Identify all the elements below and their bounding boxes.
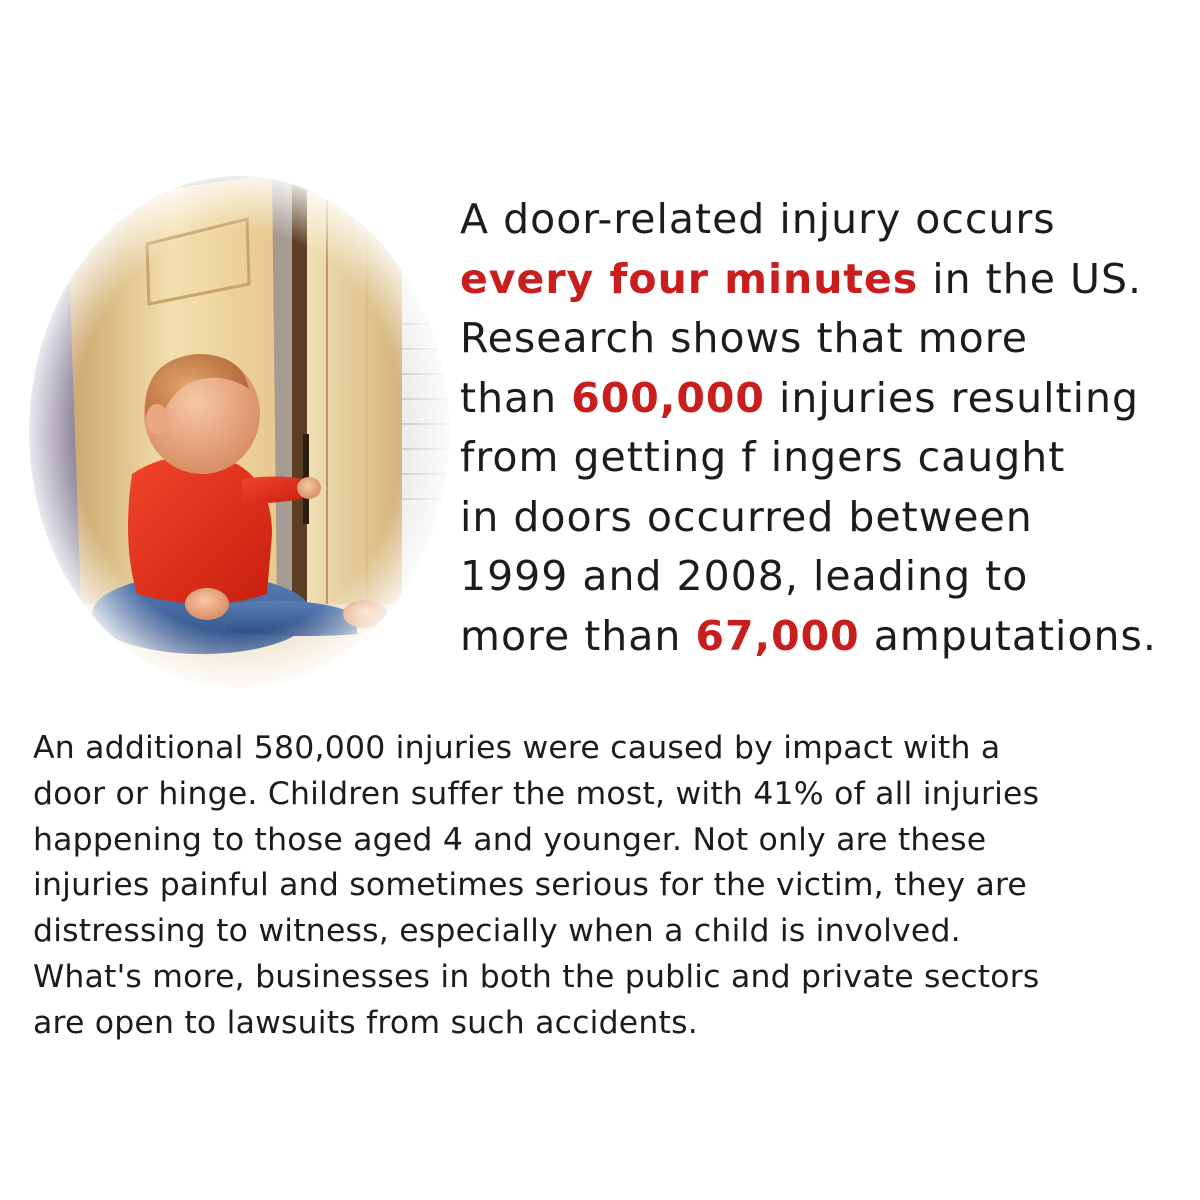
headline-line — [460, 547, 1200, 607]
body-line: happening to those aged 4 and younger. Not only are these — [33, 821, 987, 858]
headline-segment: in the US. — [918, 254, 1143, 303]
headline-segment: Research shows that more — [460, 314, 1028, 362]
headline-text — [460, 190, 1200, 666]
headline-segment: injuries resulting — [764, 373, 1140, 422]
headline-line — [460, 190, 1200, 250]
headline-segment: in doors occurred between — [460, 492, 1033, 541]
headline-line — [460, 250, 1200, 310]
headline-line — [460, 369, 1200, 429]
headline-segment: more than — [460, 611, 696, 660]
headline-segment: amputations. — [859, 611, 1157, 660]
body-line: What's more, businesses in both the public and private sectors — [33, 958, 1040, 995]
headline-segment: than — [460, 373, 572, 422]
body-line: distressing to witness, especially when a child is involved. — [33, 913, 961, 950]
body-paragraph — [33, 726, 1183, 1047]
highlight-every-four-minutes: every four minutes — [460, 254, 919, 303]
body-line: are open to lawsuits from such accidents. — [33, 1004, 698, 1041]
headline-segment: from getting f ingers caught — [460, 433, 1066, 481]
baby-at-door-photo — [27, 174, 452, 691]
headline-line — [460, 428, 1200, 488]
headline-segment: A door-related injury occurs — [460, 195, 1056, 243]
body-line: An additional 580,000 injuries were caused by impact with a — [33, 730, 1001, 766]
highlight-600000: 600,000 — [571, 373, 765, 422]
headline-line — [460, 607, 1200, 667]
body-line: door or hinge. Children suffer the most, with 41% of all injuries — [33, 775, 1040, 812]
headline-line — [460, 309, 1200, 369]
headline-line — [460, 488, 1200, 548]
body-line: injuries painful and sometimes serious for the victim, they are — [33, 867, 1027, 904]
headline-segment: 1999 and 2008, leading to — [460, 552, 1029, 600]
highlight-67000: 67,000 — [695, 611, 860, 660]
